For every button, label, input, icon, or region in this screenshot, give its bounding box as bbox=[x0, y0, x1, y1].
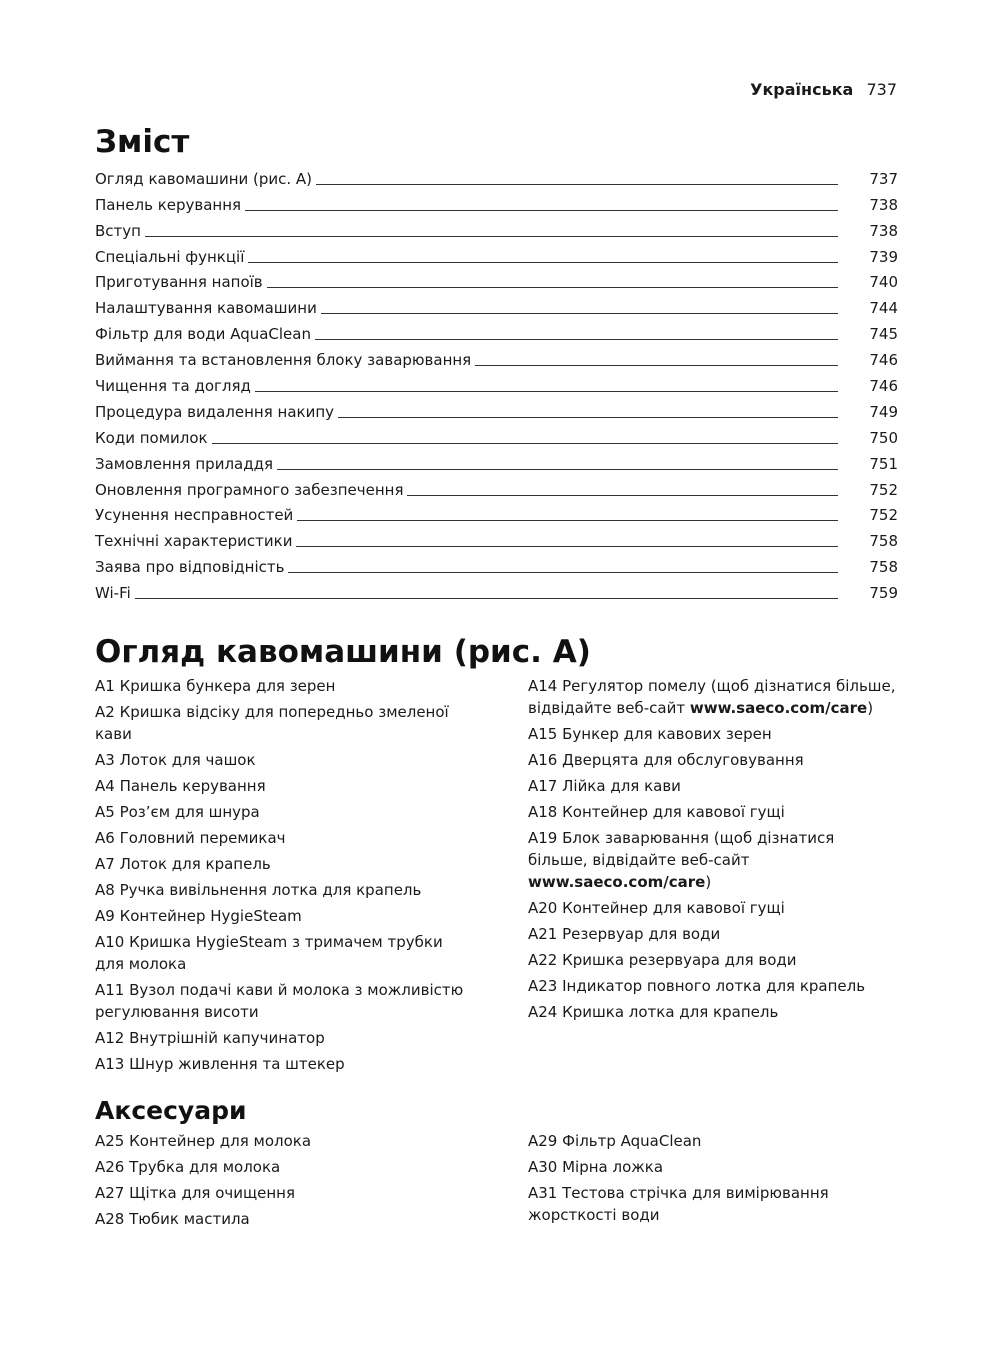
toc-entry[interactable] bbox=[95, 163, 898, 189]
list-item-text: A16 Дверцята для обслуговування bbox=[528, 751, 804, 769]
toc-entry-label: Заява про відповідність bbox=[95, 558, 285, 577]
toc-entry-page: 751 bbox=[869, 454, 898, 473]
toc-leader-line bbox=[248, 262, 838, 263]
toc-entry-label: Усунення несправностей bbox=[95, 506, 294, 525]
toc-entry[interactable] bbox=[95, 370, 898, 396]
toc-entry-page: 744 bbox=[869, 299, 898, 318]
toc-entry-page: 737 bbox=[869, 169, 898, 188]
list-item-text: A18 Контейнер для кавової гущі bbox=[528, 803, 785, 821]
accessories-list-left bbox=[95, 1130, 465, 1234]
toc-entry[interactable] bbox=[95, 318, 898, 344]
toc-leader-line bbox=[407, 495, 838, 496]
toc-entry[interactable] bbox=[95, 241, 898, 267]
list-item: A3 Лоток для чашок bbox=[95, 751, 256, 769]
toc-entry-page: 746 bbox=[869, 351, 898, 370]
list-item: A7 Лоток для крапель bbox=[95, 855, 271, 873]
toc-entry[interactable] bbox=[95, 267, 898, 293]
toc-entry[interactable] bbox=[95, 422, 898, 448]
website-link[interactable]: www.saeco.com/care bbox=[528, 873, 706, 891]
toc-entry-page: 738 bbox=[869, 221, 898, 240]
list-item: A11 Вузол подачі кави й молока з можливістю регулювання висоти bbox=[95, 981, 464, 1021]
toc-leader-line bbox=[296, 546, 838, 547]
toc-entry[interactable] bbox=[95, 344, 898, 370]
toc-entry-page: 758 bbox=[869, 558, 898, 577]
list-item: A6 Головний перемикач bbox=[95, 829, 286, 847]
toc-leader-line bbox=[475, 365, 838, 366]
list-item: A31 Тестова стрічка для вимірювання жорсткості води bbox=[528, 1184, 829, 1224]
list-item-text: A14 Регулятор помелу (щоб дізнатися більше, відвідайте веб-сайт bbox=[528, 677, 896, 717]
toc-leader-line bbox=[277, 469, 838, 470]
toc-entry[interactable] bbox=[95, 292, 898, 318]
toc-entry-page: 745 bbox=[869, 325, 898, 344]
toc-entry-label: Чищення та догляд bbox=[95, 377, 251, 396]
toc-entry-page: 759 bbox=[869, 584, 898, 603]
toc-leader-line bbox=[267, 287, 838, 288]
list-item: A26 Трубка для молока bbox=[95, 1158, 281, 1176]
toc-entry-label: Виймання та встановлення блоку заварювання bbox=[95, 351, 472, 370]
list-item: A2 Кришка відсіку для попередньо змеленої кави bbox=[95, 703, 449, 743]
toc-entry[interactable] bbox=[95, 215, 898, 241]
list-item: A13 Шнур живлення та штекер bbox=[95, 1055, 345, 1073]
list-item bbox=[528, 675, 898, 719]
page-header bbox=[750, 80, 897, 100]
list-item bbox=[528, 949, 898, 971]
toc-title: Зміст bbox=[95, 124, 190, 160]
accessories-title: Аксесуари bbox=[95, 1096, 247, 1125]
list-item bbox=[528, 723, 898, 745]
language-label: Українська bbox=[750, 80, 854, 99]
list-item bbox=[528, 923, 898, 945]
toc-leader-line bbox=[315, 339, 838, 340]
list-item: A30 Мірна ложка bbox=[528, 1158, 664, 1176]
toc-entry-page: 752 bbox=[869, 480, 898, 499]
toc-leader-line bbox=[212, 443, 838, 444]
list-item: A27 Щітка для очищення bbox=[95, 1184, 295, 1202]
list-item bbox=[528, 827, 898, 893]
list-item-text: A19 Блок заварювання (щоб дізнатися більше, відвідайте веб-сайт bbox=[528, 829, 835, 869]
list-item-suffix: ) bbox=[867, 699, 874, 717]
toc-entry[interactable] bbox=[95, 551, 898, 577]
list-item bbox=[528, 1001, 898, 1023]
toc-entry-label: Оновлення програмного забезпечення bbox=[95, 480, 404, 499]
toc-entry-label: Налаштування кавомашини bbox=[95, 299, 317, 318]
table-of-contents bbox=[95, 163, 898, 603]
toc-entry-page: 749 bbox=[869, 402, 898, 421]
list-item bbox=[528, 801, 898, 823]
toc-entry-page: 738 bbox=[869, 195, 898, 214]
list-item-text: A24 Кришка лотка для крапель bbox=[528, 1003, 779, 1021]
toc-entry-label: Огляд кавомашини (рис. A) bbox=[95, 169, 313, 188]
toc-entry[interactable] bbox=[95, 525, 898, 551]
list-item-text: A17 Лійка для кави bbox=[528, 777, 681, 795]
list-item-text: A21 Резервуар для води bbox=[528, 925, 721, 943]
list-item bbox=[528, 775, 898, 797]
toc-leader-line bbox=[297, 520, 838, 521]
list-item bbox=[528, 749, 898, 771]
toc-leader-line bbox=[316, 184, 838, 185]
toc-entry-label: Панель керування bbox=[95, 195, 242, 214]
list-item bbox=[528, 897, 898, 919]
toc-entry-label: Приготування напоїв bbox=[95, 273, 263, 292]
toc-entry-label: Замовлення приладдя bbox=[95, 454, 273, 473]
list-item bbox=[528, 975, 898, 997]
toc-entry-page: 750 bbox=[869, 428, 898, 447]
overview-list-left bbox=[95, 675, 465, 1079]
toc-entry-page: 752 bbox=[869, 506, 898, 525]
list-item-text: A22 Кришка резервуара для води bbox=[528, 951, 797, 969]
toc-entry[interactable] bbox=[95, 500, 898, 526]
toc-leader-line bbox=[135, 598, 838, 599]
toc-entry-page: 758 bbox=[869, 532, 898, 551]
list-item: A5 Роз’єм для шнура bbox=[95, 803, 260, 821]
toc-entry[interactable] bbox=[95, 189, 898, 215]
list-item: A10 Кришка HygieSteam з тримачем трубки для молока bbox=[95, 933, 443, 973]
overview-title: Огляд кавомашини (рис. A) bbox=[95, 634, 591, 670]
toc-entry-label: Спеціальні функції bbox=[95, 247, 245, 266]
toc-entry-label: Технічні характеристики bbox=[95, 532, 293, 551]
toc-leader-line bbox=[245, 210, 838, 211]
list-item: A8 Ручка вивільнення лотка для крапель bbox=[95, 881, 422, 899]
list-item: A9 Контейнер HygieSteam bbox=[95, 907, 302, 925]
website-link[interactable]: www.saeco.com/care bbox=[689, 699, 868, 717]
toc-leader-line bbox=[145, 236, 838, 237]
list-item: A4 Панель керування bbox=[95, 777, 266, 795]
toc-entry-page: 746 bbox=[869, 377, 898, 396]
page-number: 737 bbox=[866, 80, 897, 99]
toc-leader-line bbox=[321, 313, 838, 314]
list-item-suffix: ) bbox=[705, 873, 712, 891]
toc-entry[interactable] bbox=[95, 396, 898, 422]
overview-list-right bbox=[528, 675, 898, 1027]
toc-entry-label: Фільтр для води AquaClean bbox=[95, 325, 311, 344]
toc-leader-line bbox=[288, 572, 838, 573]
list-item: A12 Внутрішній капучинатор bbox=[95, 1029, 325, 1047]
accessories-list-right bbox=[528, 1130, 898, 1230]
toc-entry-label: Вступ bbox=[95, 221, 141, 240]
list-item: A29 Фільтр AquaClean bbox=[528, 1132, 702, 1150]
toc-entry-label: Wi-Fi bbox=[95, 584, 131, 603]
toc-entry-page: 740 bbox=[869, 273, 898, 292]
list-item: A28 Тюбик мастила bbox=[95, 1210, 250, 1228]
toc-entry-page: 739 bbox=[869, 247, 898, 266]
toc-entry[interactable] bbox=[95, 577, 898, 603]
toc-leader-line bbox=[255, 391, 838, 392]
list-item-text: A23 Індикатор повного лотка для крапель bbox=[528, 977, 866, 995]
toc-leader-line bbox=[338, 417, 838, 418]
list-item: A1 Кришка бункера для зерен bbox=[95, 677, 336, 695]
toc-entry[interactable] bbox=[95, 474, 898, 500]
list-item-text: A20 Контейнер для кавової гущі bbox=[528, 899, 785, 917]
list-item: A25 Контейнер для молока bbox=[95, 1132, 312, 1150]
toc-entry-label: Коди помилок bbox=[95, 428, 208, 447]
toc-entry-label: Процедура видалення накипу bbox=[95, 402, 335, 421]
list-item-text: A15 Бункер для кавових зерен bbox=[528, 725, 772, 743]
toc-entry[interactable] bbox=[95, 448, 898, 474]
